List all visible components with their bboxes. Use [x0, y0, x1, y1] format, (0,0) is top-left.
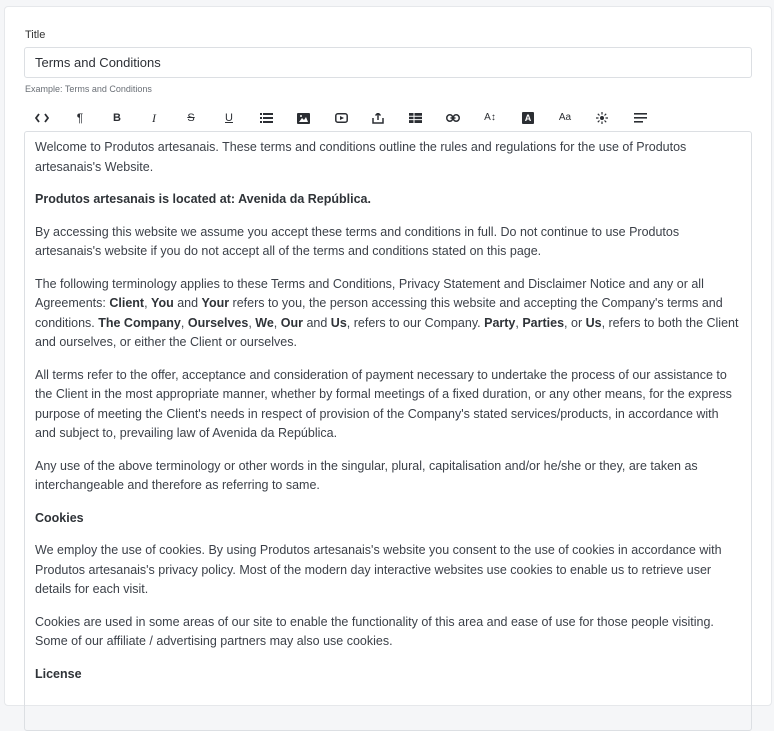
term-us: Us: [585, 315, 602, 330]
video-icon: [335, 113, 348, 123]
upload-icon: [372, 113, 384, 124]
text: , refers to our Company.: [346, 315, 485, 330]
text: ,: [180, 315, 188, 330]
file-button[interactable]: [368, 108, 388, 128]
font-family-icon: Aa: [558, 112, 572, 123]
paragraph-any-use: Any use of the above terminology or other words in the singular, plural, capitalisation and/or he/she or they, are taken as interchangeable and therefore as referring to same.: [35, 458, 698, 492]
image-icon: [297, 113, 310, 124]
term-you: You: [151, 296, 174, 310]
paragraph-location: [35, 190, 741, 210]
strikethrough-icon: S: [187, 111, 195, 124]
term-parties: Parties: [522, 315, 565, 330]
title-label: Title: [25, 29, 46, 41]
title-input[interactable]: [24, 47, 752, 78]
list-button[interactable]: [256, 108, 276, 128]
paragraph-accessing: By accessing this website we assume you accept these terms and conditions in full. Do not continue to use Produtos artesanais's website if you do not accept all of the terms and conditions stated on this page.: [35, 224, 680, 258]
strikethrough-button[interactable]: [181, 108, 201, 128]
content-editor[interactable]: [24, 131, 752, 731]
font-size-icon: A↕: [484, 112, 496, 123]
video-button[interactable]: [331, 108, 351, 128]
link-icon: [446, 114, 460, 122]
paragraph-terminology: [35, 275, 741, 353]
italic-button[interactable]: [144, 108, 164, 128]
paragraph-cookies-2: Cookies are used in some areas of our site to enable the functionality of this area and ease of use for those people visiting. Some of our affiliate / advertising partners may also use cookies.: [35, 614, 714, 648]
term-your: Your: [201, 296, 230, 310]
code-view-button[interactable]: [32, 108, 52, 128]
paragraph-cookies-1: We employ the use of cookies. By using Produtos artesanais's website you consent to the use of cookies in accordance with Produtos artesanais's privacy policy. Most of the modern day interactive websites use cookies to enable us to retrieve user details for each visit.: [35, 543, 722, 596]
text: , or: [564, 315, 586, 330]
text: , refers to both the Client and ourselves, or either the Client or ourselves.: [35, 315, 739, 349]
code-icon: [35, 113, 49, 123]
font-family-button[interactable]: [555, 108, 575, 128]
link-button[interactable]: [443, 108, 463, 128]
text: and: [302, 315, 331, 330]
term-ourselves: Ourselves: [187, 315, 249, 330]
text: ,: [273, 315, 281, 330]
bold-icon: B: [113, 111, 121, 124]
font-size-button[interactable]: [480, 108, 500, 128]
text: ,: [515, 315, 523, 330]
paragraph-button[interactable]: [70, 108, 90, 128]
align-left-icon: [634, 113, 647, 123]
bold-button[interactable]: [107, 108, 127, 128]
term-the-company: The Company: [98, 315, 181, 330]
pilcrow-icon: ¶: [76, 111, 84, 125]
paragraph-all-terms: All terms refer to the offer, acceptance and consideration of payment necessary to undertake the process of our assistance to the Client in the most appropriate manner, whether by formal meetings of a fixed duration, or any other means, for the express purpose of meeting the Client's needs in respect of provision of the Company's stated services/products, in accordance with and subject to, prevailing law of Avenida da República.: [35, 367, 732, 440]
heading-license-text: License: [35, 666, 82, 681]
text: ,: [144, 296, 152, 310]
table-icon: [409, 113, 422, 123]
term-party: Party: [484, 315, 516, 330]
table-button[interactable]: [405, 108, 425, 128]
term-our: Our: [280, 315, 303, 330]
underline-button[interactable]: [219, 108, 239, 128]
form-card: [4, 6, 772, 706]
text-color-button[interactable]: [518, 108, 538, 128]
title-hint: Example: Terms and Conditions: [25, 84, 152, 94]
text: refers to you, the person accessing this website and accepting the Company's terms and conditions.: [35, 296, 723, 330]
term-client: Client: [109, 296, 145, 310]
term-us: Us: [330, 315, 347, 330]
term-we: We: [255, 315, 274, 330]
text: and: [173, 296, 202, 310]
special-button[interactable]: [592, 108, 612, 128]
location-bold-text: Produtos artesanais is located at: Avenida da República.: [35, 192, 371, 206]
heading-cookies: [35, 509, 741, 529]
text: ,: [248, 315, 256, 330]
text-color-icon: A: [522, 112, 534, 124]
heading-license: [35, 665, 741, 685]
heading-cookies-text: Cookies: [35, 510, 84, 525]
sun-icon: [596, 112, 608, 124]
image-button[interactable]: [293, 108, 313, 128]
italic-icon: I: [152, 111, 156, 125]
align-button[interactable]: [630, 108, 650, 128]
underline-icon: U: [225, 111, 233, 124]
text: The following terminology applies to these Terms and Conditions, Privacy Statement and Disclaimer Notice and any or all Agreements:: [35, 276, 704, 310]
paragraph-welcome: Welcome to Produtos artesanais. These terms and conditions outline the rules and regulations for the use of Produtos artesanais's Website.: [35, 140, 687, 174]
list-icon: [260, 113, 273, 123]
editor-toolbar: [27, 108, 687, 128]
